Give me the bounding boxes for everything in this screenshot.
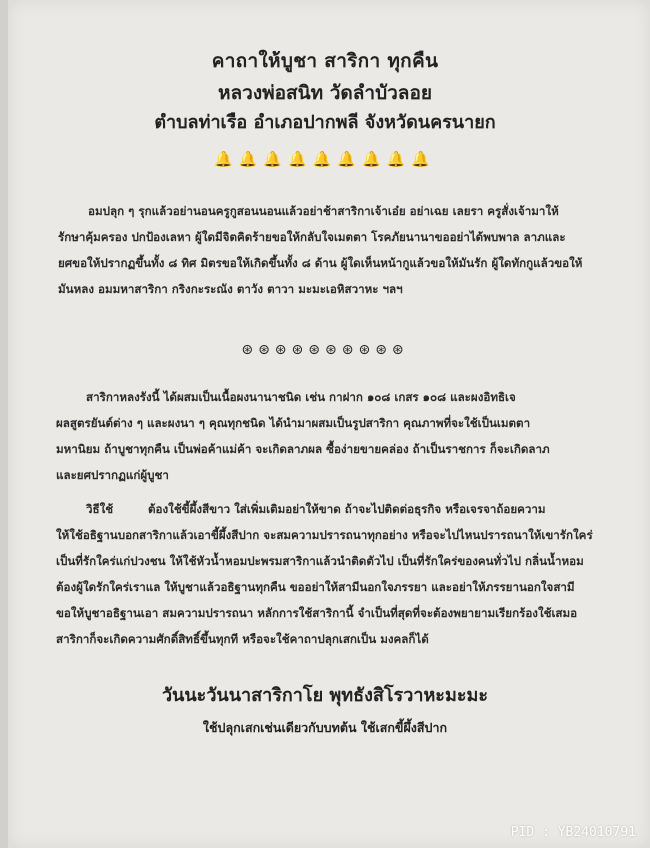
paragraph-line: มหานิยม ถ้าบูชาทุกคืน เป็นพ่อค้าแม่ค้า จะเกิดลาภผล ซื้อง่ายขายคล่อง ถ้าเป็นราชการ ก็จะเกิดลาภ <box>56 442 550 456</box>
closing-incantation: วันนะวันนาสาริกาโย พุทธังสิโรวาหะมะมะ <box>161 685 489 706</box>
paragraph-line: และยศปรากฏแก่ผู้บูชา <box>56 468 169 482</box>
watermark-id: PID : YB24010791 <box>510 825 636 840</box>
paragraph-line: ต้องผู้ใดรักใคร่เราแล ให้บูชาแล้วอธิฐานทุกคืน ขออย่าให้สามีนอกใจภรรยา และอย่าให้ภรรยานอกใจสามี <box>56 580 575 594</box>
paragraph-usage <box>56 496 632 652</box>
paragraph-line: ยศขอให้ปรากฏขึ้นทั้ง ๘ ทิศ มิตรขอให้เกิดขึ้นทั้ง ๘ ด้าน ผู้ใดเห็นหน้ากูแล้วขอให้มันรัก ผู้ใดทักกูแล้วขอให้ <box>58 256 583 270</box>
paragraph-line: ขอให้บูชาอธิฐานเอา สมความปรารถนา หลักการใช้สาริกานี้ จำเป็นที่สุดที่จะต้องพยายามเรียกร้องใช้เสมอ <box>56 606 578 620</box>
paragraph-line: มันหลง อมมหาสาริกา กริงกะระณัง ตาวัง ตาวา มะมะเอหิสวาหะ ฯลฯ <box>58 282 403 296</box>
paragraph-line: รักษาคุ้มครอง ปกป้องเลหา ผู้ใดมีจิตคิดร้ายขอให้กลับใจเมตตา โรคภัยนานาขออย่าได้พบพาล ลาภและ <box>58 230 566 244</box>
star-ornament-row: ⊛⊛⊛⊛⊛⊛⊛⊛⊛⊛ <box>241 342 409 358</box>
title-line-3: ตำบลท่าเรือ อำเภอปากพลี จังหวัดนครนายก <box>154 112 496 133</box>
paragraph-description <box>56 384 632 488</box>
paragraph-line: เป็นที่รักใคร่แก่ปวงชน ให้ใช้หัวน้ำหอมปะพรมสาริกาแล้วนำติดตัวไป เป็นที่รักใคร่ของคนทั่วไป กลิ่นน้ำหอม <box>56 554 584 568</box>
title-line-1: คาถาให้บูชา สาริกา ทุกคืน <box>211 50 439 72</box>
title-line-2: หลวงพ่อสนิท วัดลำบัวลอย <box>217 82 432 104</box>
paragraph-line: สาริกาก็จะเกิดความศักดิ์สิทธิ์ขึ้นทุกที หรือจะใช้คาถาปลุกเสกเป็น มงคลก็ได้ <box>56 632 429 646</box>
paragraph-line: ผลสูตรยันต์ต่าง ๆ และผงนา ๆ คุณทุกชนิด ได้นำมาผสมเป็นรูปสาริกา คุณภาพที่จะใช้เป็นเมตตา <box>56 416 531 430</box>
paragraph-line: อมปลุก ๆ รุกแล้วอย่านอนครูกูสอนนอนแล้วอย่าช้าสาริกาเจ้าเอ๋ย อย่าเฉย เลยรา ครูสั่งเจ้ามาให้ <box>88 204 559 218</box>
bell-ornament-row: 🔔🔔🔔🔔🔔🔔🔔🔔🔔 <box>213 150 437 168</box>
paragraph-line: สาริกาหลงรังนี้ ได้ผสมเป็นเนื้อผงนานาชนิด เช่น กาฝาก ๑๐๘ เกสร ๑๐๘ และผงอิทธิเจ <box>86 390 516 404</box>
paragraph-incantation <box>56 198 630 302</box>
paragraph-line: ให้ใช้อธิฐานบอกสาริกาแล้วเอาขี้ผึ้งสีปาก จะสมความปรารถนาทุกอย่าง หรือจะไปไหนปรารถนาให้เขารักใคร่ <box>56 528 593 542</box>
closing-note: ใช้ปลุกเสกเช่นเดียวกับบทต้น ใช้เสกขี้ผึ้งสีปาก <box>202 720 448 735</box>
usage-heading: วิธีใช้ <box>86 502 114 516</box>
paragraph-line: ต้องใช้ขี้ผึ้งสีขาว ใส่เพิ่มเติมอย่าให้ขาด ถ้าจะไปติดต่อธุรกิจ หรือเจรจาถ้อยความ <box>148 502 546 516</box>
